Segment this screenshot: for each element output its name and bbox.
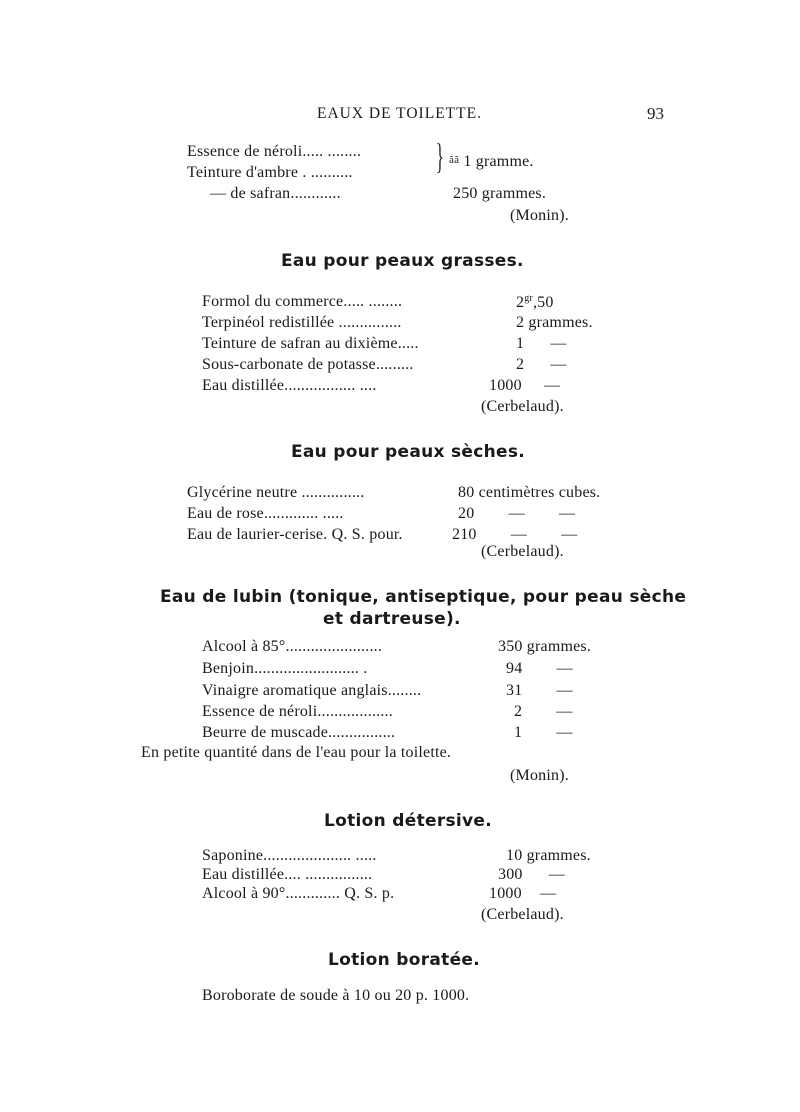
list-item: Beurre de muscade................ bbox=[202, 724, 396, 741]
quantity: $2^{gr},50$ bbox=[516, 293, 554, 311]
list-item: Eau de laurier-cerise. Q. S. pour. bbox=[187, 526, 403, 543]
list-item: Essence de néroli.................. bbox=[202, 703, 393, 720]
quantity: 1 — bbox=[514, 724, 573, 741]
source-citation: (Cerbelaud). bbox=[481, 543, 564, 560]
quantity: 20 — — bbox=[458, 505, 576, 522]
source-citation: (Monin). bbox=[510, 207, 569, 224]
brace: } bbox=[436, 136, 444, 176]
quantity: 210 — — bbox=[452, 526, 578, 543]
brace-label: ãã bbox=[449, 154, 460, 166]
list-item: Teinture de safran au dixième..... bbox=[202, 335, 419, 352]
quantity: 2 — bbox=[516, 356, 567, 373]
list-item: Sous-carbonate de potasse......... bbox=[202, 356, 414, 373]
quantity: 250 grammes. bbox=[453, 185, 547, 202]
list-item: Eau distillée.... ................ bbox=[202, 866, 373, 883]
note: En petite quantité dans de l'eau pour la toilette. bbox=[141, 744, 452, 761]
source-citation: (Cerbelaud). bbox=[481, 398, 564, 415]
list-item: Alcool à 90°............. Q. S. p. bbox=[202, 885, 395, 902]
section-title: Eau pour peaux sèches. bbox=[291, 442, 526, 462]
section-title-continued: et dartreuse). bbox=[323, 609, 461, 629]
list-item: Benjoin......................... . bbox=[202, 660, 368, 677]
quantity: 1000 — bbox=[489, 885, 557, 902]
quantity: 80 centimètres cubes. bbox=[458, 484, 601, 501]
section-title: Eau pour peaux grasses. bbox=[281, 251, 524, 271]
list-item: Saponine..................... ..... bbox=[202, 847, 377, 864]
brace-qty: 1 gramme. bbox=[463, 153, 534, 170]
quantity: 350 grammes. bbox=[498, 638, 592, 655]
source-citation: (Monin). bbox=[510, 767, 569, 784]
list-item: — de safran............ bbox=[210, 185, 341, 202]
page-number: 93 bbox=[647, 104, 664, 123]
running-title: EAUX DE TOILETTE. bbox=[317, 105, 482, 122]
list-item: Eau de rose............. ..... bbox=[187, 505, 344, 522]
source-citation: (Cerbelaud). bbox=[481, 906, 564, 923]
list-item: Terpinéol redistillée ............... bbox=[202, 314, 402, 331]
quantity: 10 grammes. bbox=[506, 847, 591, 864]
section-title: Eau de lubin (tonique, antiseptique, pour peau sèche bbox=[160, 587, 687, 607]
section-title: Lotion détersive. bbox=[324, 811, 493, 831]
quantity: 300 — bbox=[498, 866, 565, 883]
brace-quantity bbox=[449, 153, 534, 171]
list-item: Eau distillée................. .... bbox=[202, 377, 377, 394]
list-item: Teinture d'ambre . .......... bbox=[187, 164, 353, 181]
quantity: 2 grammes. bbox=[516, 314, 593, 331]
paragraph: Boroborate de soude à 10 ou 20 p. 1000. bbox=[202, 987, 470, 1004]
quantity: 31 — bbox=[506, 682, 573, 699]
quantity: 2 — bbox=[514, 703, 573, 720]
list-item: Formol du commerce..... ........ bbox=[202, 293, 403, 310]
quantity: 1 — bbox=[516, 335, 567, 352]
quantity: 1000 — bbox=[489, 377, 561, 394]
section-title: Lotion boratée. bbox=[328, 950, 481, 970]
quantity: 94 — bbox=[506, 660, 573, 677]
list-item: Alcool à 85°....................... bbox=[202, 638, 383, 655]
list-item: Essence de néroli..... ........ bbox=[187, 143, 362, 160]
list-item: Glycérine neutre ............... bbox=[187, 484, 365, 501]
list-item: Vinaigre aromatique anglais........ bbox=[202, 682, 422, 699]
